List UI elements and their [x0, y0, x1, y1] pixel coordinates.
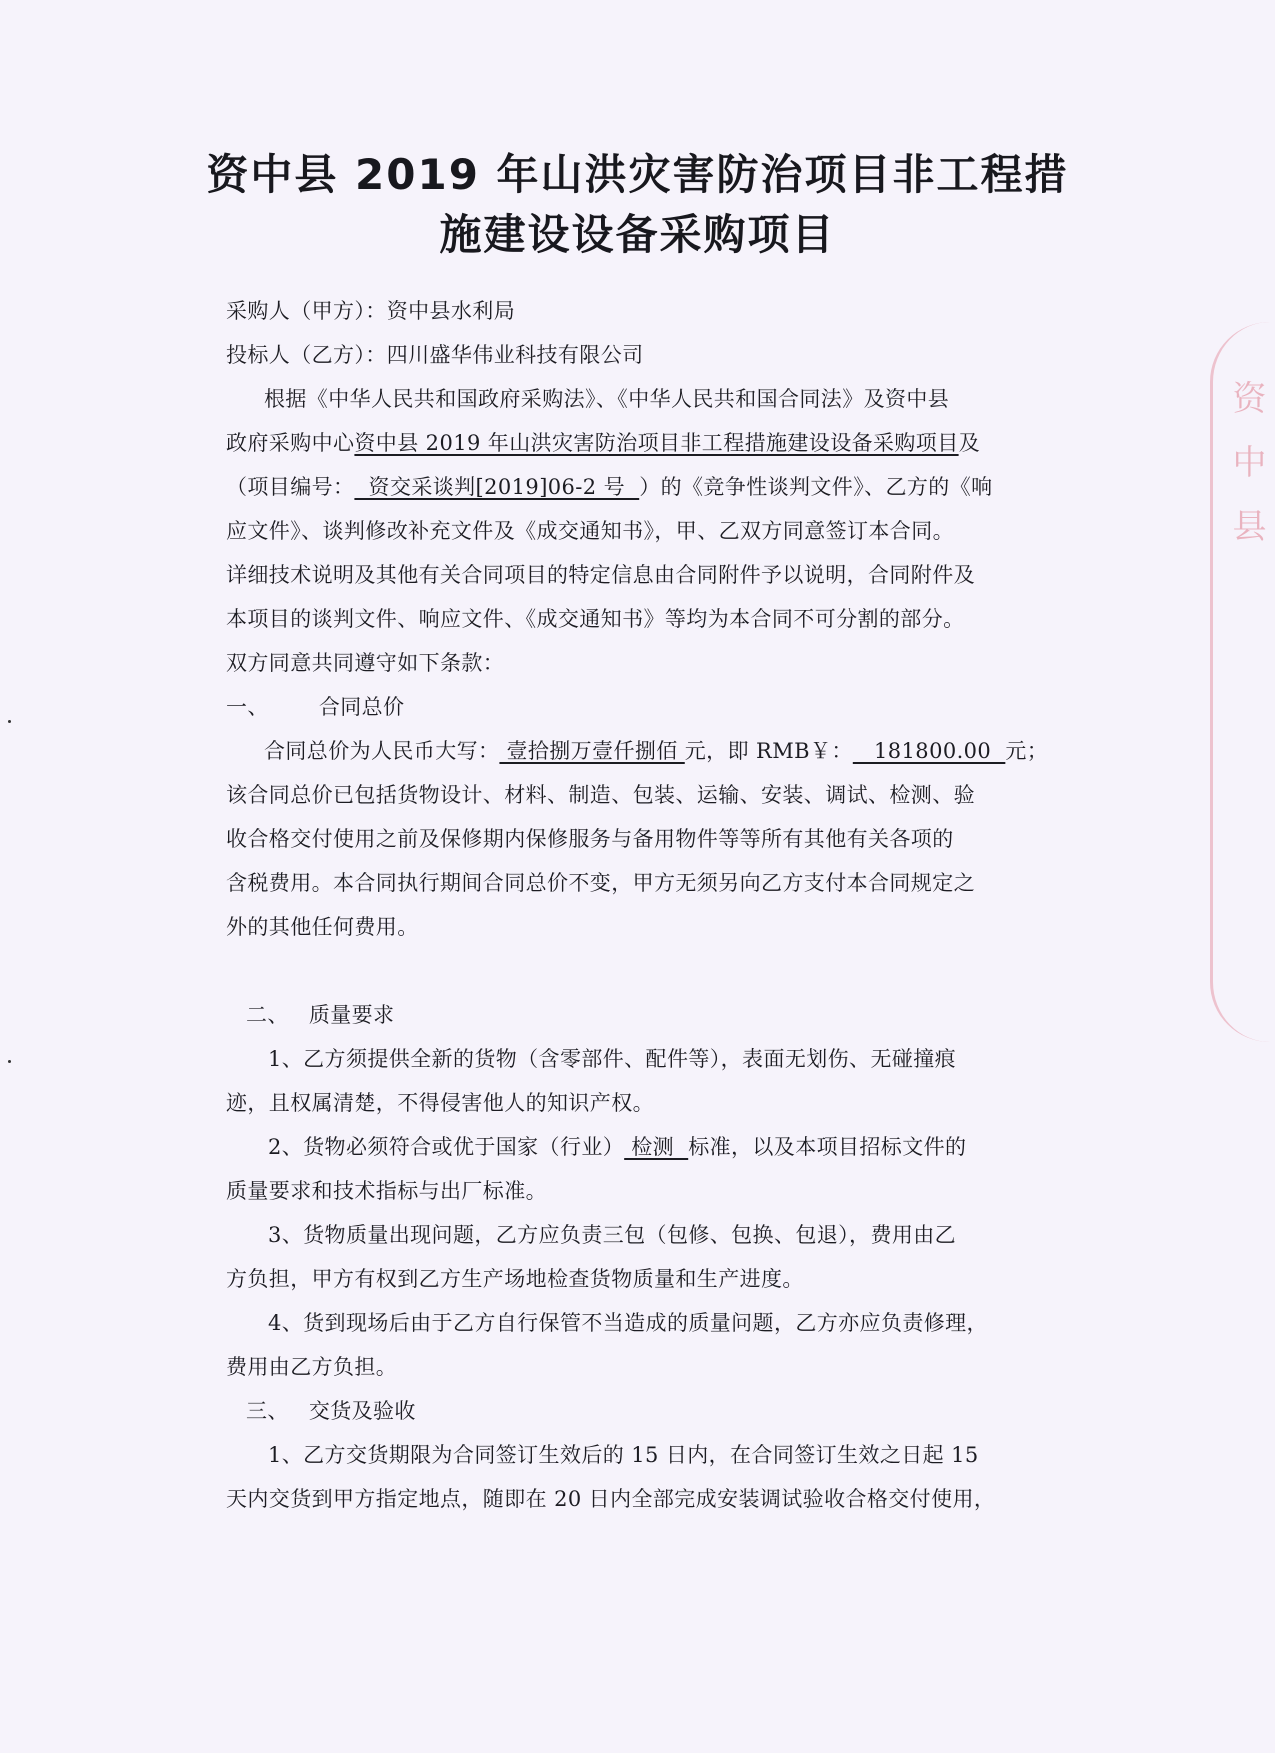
preamble-line-6: 本项目的谈判文件、响应文件、《成交通知书》等均为本合同不可分割的部分。 [226, 607, 965, 631]
preamble-line-4: 应文件》、谈判修改补充文件及《成交通知书》，甲、乙双方同意签订本合同。 [226, 519, 954, 543]
section-2-item-3-line-2: 方负担，甲方有权到乙方生产场地检查货物质量和生产进度。 [226, 1267, 804, 1291]
project-code-fill: 资交采谈判[2019]06-2 号 [354, 475, 640, 499]
section-1-line-1: 合同总价为人民币大写： 壹拾捌万壹仟捌佰 元，即 RMB￥： 181800.00 元； [264, 739, 1049, 763]
section-3-item-1-line-1: 1、乙方交货期限为合同签订生效后的 15 日内，在合同签订生效之日起 15 [268, 1443, 979, 1467]
preamble-line-3: （项目编号： 资交采谈判[2019]06-2 号 ）的《竞争性谈判文件》、乙方的《响 [226, 475, 993, 499]
section-1-line-3: 收合格交付使用之前及保修期内保修服务与备用物件等等所有其他有关各项的 [226, 827, 954, 851]
preamble-line-2: 政府采购中心资中县 2019 年山洪灾害防治项目非工程措施建设设备采购项目及 [226, 431, 981, 455]
preamble-line-7: 双方同意共同遵守如下条款： [226, 651, 505, 675]
amount-in-words-fill: 壹拾捌万壹仟捌佰 [499, 739, 685, 763]
preamble-line-5: 详细技术说明及其他有关合同项目的特定信息由合同附件予以说明，合同附件及 [226, 563, 975, 587]
scan-speck [8, 1060, 11, 1063]
section-2-item-4-line-2: 费用由乙方负担。 [226, 1355, 398, 1379]
section-2-item-2-line-2: 质量要求和技术指标与出厂标准。 [226, 1179, 547, 1203]
section-2-item-3-line-1: 3、货物质量出现问题，乙方应负责三包（包修、包换、包退），费用由乙 [268, 1223, 957, 1247]
document-title-line2: 施建设设备采购项目 [439, 210, 836, 259]
supplier-line: 投标人（乙方）：四川盛华伟业科技有限公司 [226, 343, 644, 367]
section-1-line-2: 该合同总价已包括货物设计、材料、制造、包装、运输、安装、调试、检测、验 [226, 783, 975, 807]
section-2-item-1-line-1: 1、乙方须提供全新的货物（含零部件、配件等），表面无划伤、无碰撞痕 [268, 1047, 957, 1071]
section-1-line-5: 外的其他任何费用。 [226, 915, 419, 939]
amount-number-fill: 181800.00 [852, 739, 1006, 763]
section-2-heading: 二、 质量要求 [246, 1003, 395, 1027]
section-3-item-1-line-2: 天内交货到甲方指定地点，随即在 20 日内全部完成安装调试验收合格交付使用， [226, 1487, 996, 1511]
document-title-line1: 资中县 2019 年山洪灾害防治项目非工程措 [206, 150, 1069, 199]
standard-fill: 检测 [624, 1135, 689, 1159]
section-2-item-1-line-2: 迹，且权属清楚，不得侵害他人的知识产权。 [226, 1091, 654, 1115]
section-2-item-2-line-1: 2、货物必须符合或优于国家（行业） 检测 标准，以及本项目招标文件的 [268, 1135, 967, 1159]
section-1-heading: 一、 合同总价 [226, 695, 405, 719]
section-1-line-4: 含税费用。本合同执行期间合同总价不变，甲方无须另向乙方支付本合同规定之 [226, 871, 975, 895]
scan-speck [8, 720, 11, 723]
seal-stamp-text: 资中县 [1226, 380, 1266, 572]
section-3-heading: 三、 交货及验收 [246, 1399, 416, 1423]
section-2-item-4-line-1: 4、货到现场后由于乙方自行保管不当造成的质量问题，乙方亦应负责修理， [268, 1311, 988, 1335]
buyer-line: 采购人（甲方）：资中县水利局 [226, 299, 516, 323]
project-name-fill: 资中县 2019 年山洪灾害防治项目非工程措施建设设备采购项目 [354, 431, 959, 455]
preamble-line-1: 根据《中华人民共和国政府采购法》、《中华人民共和国合同法》及资中县 [264, 387, 950, 411]
